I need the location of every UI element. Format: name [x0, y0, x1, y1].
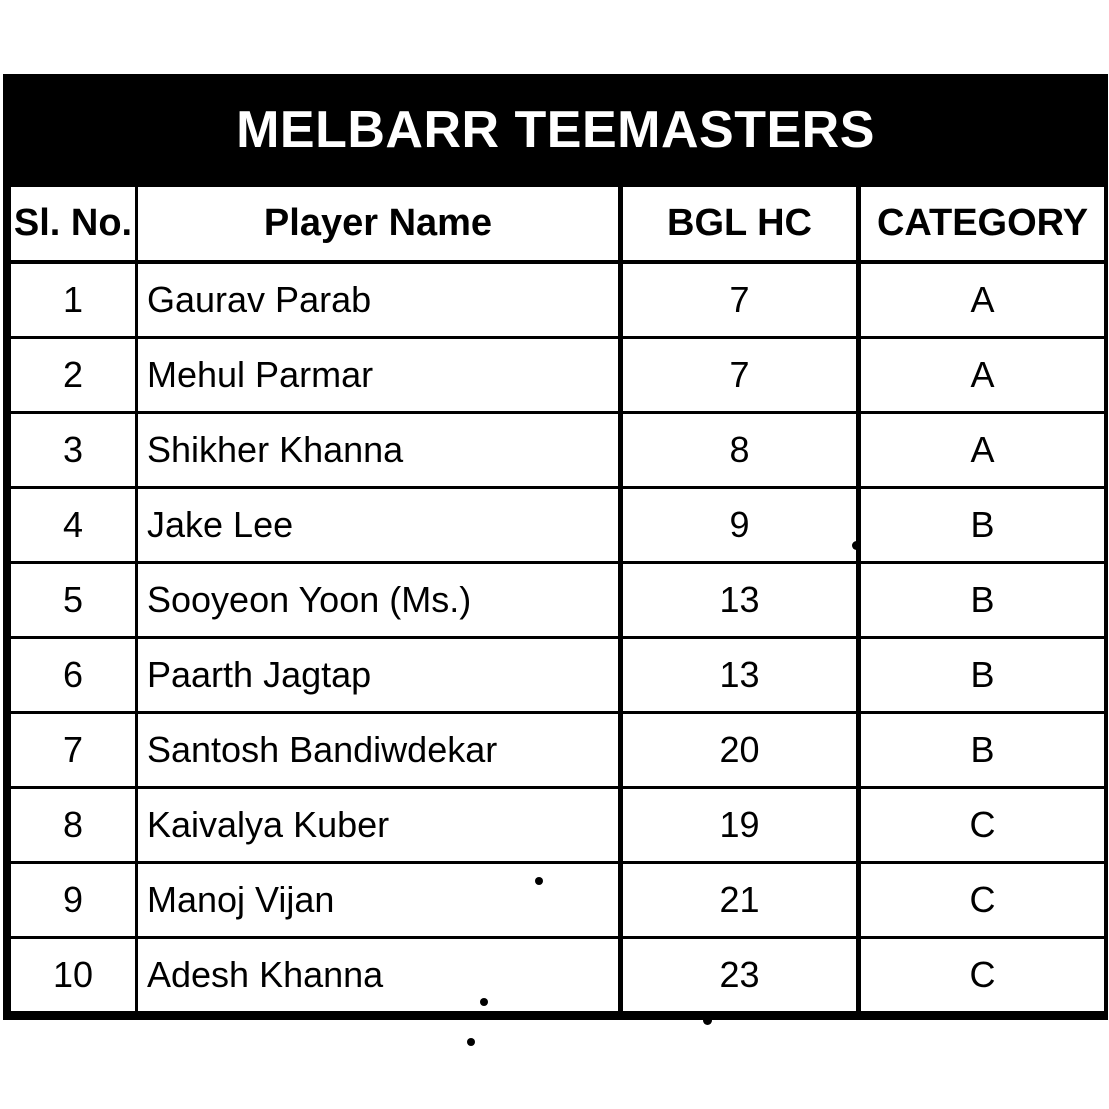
table-cell-serial-number: 9 [11, 864, 135, 936]
table-cell-player-name: Mehul Parmar [138, 339, 618, 411]
table-title: MELBARR TEEMASTERS [3, 74, 1108, 186]
table-cell-bgl-hc: 13 [623, 639, 856, 711]
table-cell-category: C [861, 864, 1104, 936]
column-header-player-name: Player Name [138, 187, 618, 260]
table-cell-player-name: Manoj Vijan [138, 864, 618, 936]
table-cell-category: C [861, 939, 1104, 1011]
table-cell-bgl-hc: 23 [623, 939, 856, 1011]
table-cell-category: B [861, 639, 1104, 711]
table-cell-bgl-hc: 19 [623, 789, 856, 861]
table-cell-bgl-hc: 20 [623, 714, 856, 786]
stray-dot [480, 998, 488, 1006]
table-cell-category: A [861, 339, 1104, 411]
roster-table [3, 74, 1108, 1020]
column-header-serial-number: Sl. No. [11, 187, 135, 260]
table-cell-category: B [861, 564, 1104, 636]
table-cell-player-name: Kaivalya Kuber [138, 789, 618, 861]
table-cell-bgl-hc: 13 [623, 564, 856, 636]
table-cell-bgl-hc: 9 [623, 489, 856, 561]
table-cell-player-name: Adesh Khanna [138, 939, 618, 1011]
table-cell-player-name: Gaurav Parab [138, 264, 618, 336]
stray-dot [467, 1038, 475, 1046]
table-cell-category: A [861, 414, 1104, 486]
stray-dot [852, 541, 861, 550]
table-cell-category: B [861, 489, 1104, 561]
table-cell-serial-number: 3 [11, 414, 135, 486]
stray-dot [703, 1016, 712, 1025]
table-cell-player-name: Jake Lee [138, 489, 618, 561]
table-cell-serial-number: 8 [11, 789, 135, 861]
stray-dot [535, 877, 543, 885]
table-cell-player-name: Paarth Jagtap [138, 639, 618, 711]
table-cell-serial-number: 7 [11, 714, 135, 786]
table-cell-serial-number: 6 [11, 639, 135, 711]
table-cell-player-name: Santosh Bandiwdekar [138, 714, 618, 786]
table-cell-player-name: Sooyeon Yoon (Ms.) [138, 564, 618, 636]
table-cell-serial-number: 4 [11, 489, 135, 561]
table-cell-serial-number: 2 [11, 339, 135, 411]
table-cell-serial-number: 10 [11, 939, 135, 1011]
table-cell-bgl-hc: 21 [623, 864, 856, 936]
table-cell-serial-number: 5 [11, 564, 135, 636]
column-header-category: CATEGORY [861, 187, 1104, 260]
table-cell-serial-number: 1 [11, 264, 135, 336]
table-cell-bgl-hc: 7 [623, 339, 856, 411]
table-cell-player-name: Shikher Khanna [138, 414, 618, 486]
table-cell-category: A [861, 264, 1104, 336]
table-cell-category: C [861, 789, 1104, 861]
table-cell-bgl-hc: 7 [623, 264, 856, 336]
table-cell-category: B [861, 714, 1104, 786]
column-header-bgl-hc: BGL HC [623, 187, 856, 260]
table-cell-bgl-hc: 8 [623, 414, 856, 486]
